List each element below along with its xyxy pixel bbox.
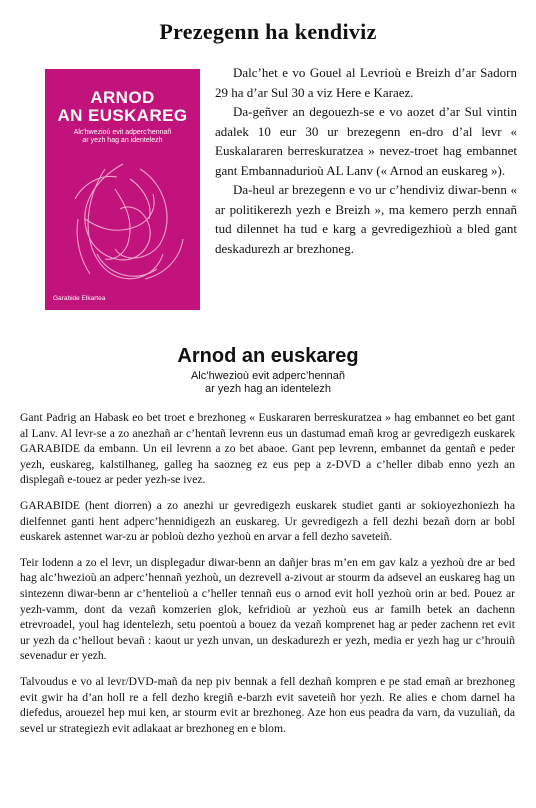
intro-text [215, 63, 517, 258]
cover-title-line1: ARNOD [90, 88, 155, 107]
cover-title [45, 89, 200, 125]
body-paragraph: Talvoudus e vo al levr/DVD-mañ da nep piv bennak a fell dezhañ kompren e pe stad emañ ar brezhoneg evit gwir ha d’an holl re a fell dezho kregiñ e-barzh evit saveteiñ hor yezh. Re alies e chom darnel ha diefedus, arouezel hep mui ken, ar stourm evit ar brezhoneg. Aze hon eus peadra da varn, da vuzuliañ, da sevel ur strategiezh evit adlakaat ar brezhoneg en e blom. [20, 674, 515, 735]
article-body [20, 410, 515, 746]
intro-paragraph: Da-geñver an degouezh-se e vo aozet d’ar Sul vintin adalek 10 eur 30 ur brezegenn en-dro d’al levr « Euskalararen berreskuratzea » nevez-troet hag embannet gant Embannadurioù AL Lanv (« Arnod an euskareg »). [215, 104, 517, 178]
section-subtitle-line2: ar yezh hag an identelezh [205, 383, 331, 395]
body-paragraph: Gant Padrig an Habask eo bet troet e brezhoneg « Euskararen berreskuratzea » hag embannet eo bet gant al Lanv. Al levr-se a zo anezhañ ar c’hentañ levrenn eus un dastumad emañ krog ar gevredigezh euskarek GARABIDE da embann. Un eil levrenn a zo bet abaoe. Gant pep levrenn, embannet da gentañ e peder yezh, euskareg, kalstilhaneg, galleg ha saozneg ez eus pep a z-DVD a c’heller dibab enno yezh an displegañ e-touez ar peder yezh-se ivez. [20, 411, 515, 487]
cover-subtitle-line2: ar yezh hag an identelezh [82, 137, 163, 144]
cover-title-line2: AN EUSKAREG [57, 106, 188, 125]
intro-paragraph: Da-heul ar brezegenn e vo ur c’hendiviz diwar-benn « ar politikerezh yezh e Breizh », ma kemero perzh ennañ tud dilennet ha tud e karg a gevredigezhioù a bled gant deskadurezh ar brezhoneg. [215, 182, 517, 256]
cover-subtitle [45, 129, 200, 145]
section-subtitle-line1: Alc’hwezioù evit adperc’hennañ [190, 370, 346, 382]
section-title: Arnod an euskareg [177, 345, 359, 367]
cover-subtitle-line1: Alc'hwezioù evit adperc'hennañ [73, 129, 172, 136]
body-paragraph: Teir lodenn a zo el levr, un displegadur diwar-benn an dañjer bras m’en em gav kalz a yezhoù dre ar bed hag alc’hwezioù an adperc’hennañ yezhoù, un dezrevell a-zivout ar stourm da adsevel an euskareg hag un sintezenn diwar-benn ar c’hentelioù a c’heller tennañ eus o arnod evit holl yezhoù orin ar bed. Pouez ar yezh-vamm, dont da vezañ komzerien glok, kefridioù ar yezhoù eus ar familh betek an dachenn etrevroadel, youl hag identelezh, setu poentoù a bouez da vezañ komprenet hag ar peder zachenn ret evit ur yezh da c’hellout bevañ : kaout ur yezh unvan, un deskadurezh er yezh, media er yezh hag ur c’hrouiñ sevenadur er yezh. [20, 555, 515, 663]
book-cover-image [45, 69, 200, 310]
body-paragraph: GARABIDE (hent diorren) a zo anezhi ur gevredigezh euskarek studiet ganti ar sokioyezhoniezh ha dielfennet ganti hent adperc’hennidigezh an euskareg. Ur gevredigezh a fell dezhi bezañ dorn ar bobl euskarek astennet war-zu ar pobloù dezho yezhoù en arvar a fell dezho saveteiñ. [20, 498, 515, 544]
section-subtitle [0, 370, 536, 396]
page-title: Prezegenn ha kendiviz [159, 18, 377, 44]
intro-paragraph: Dalc’het e vo Gouel al Levrioù e Breizh d’ar Sadorn 29 ha d’ar Sul 30 a viz Here e Karaez. [215, 65, 517, 100]
cover-publisher: Garabide Elkartea [53, 295, 106, 302]
